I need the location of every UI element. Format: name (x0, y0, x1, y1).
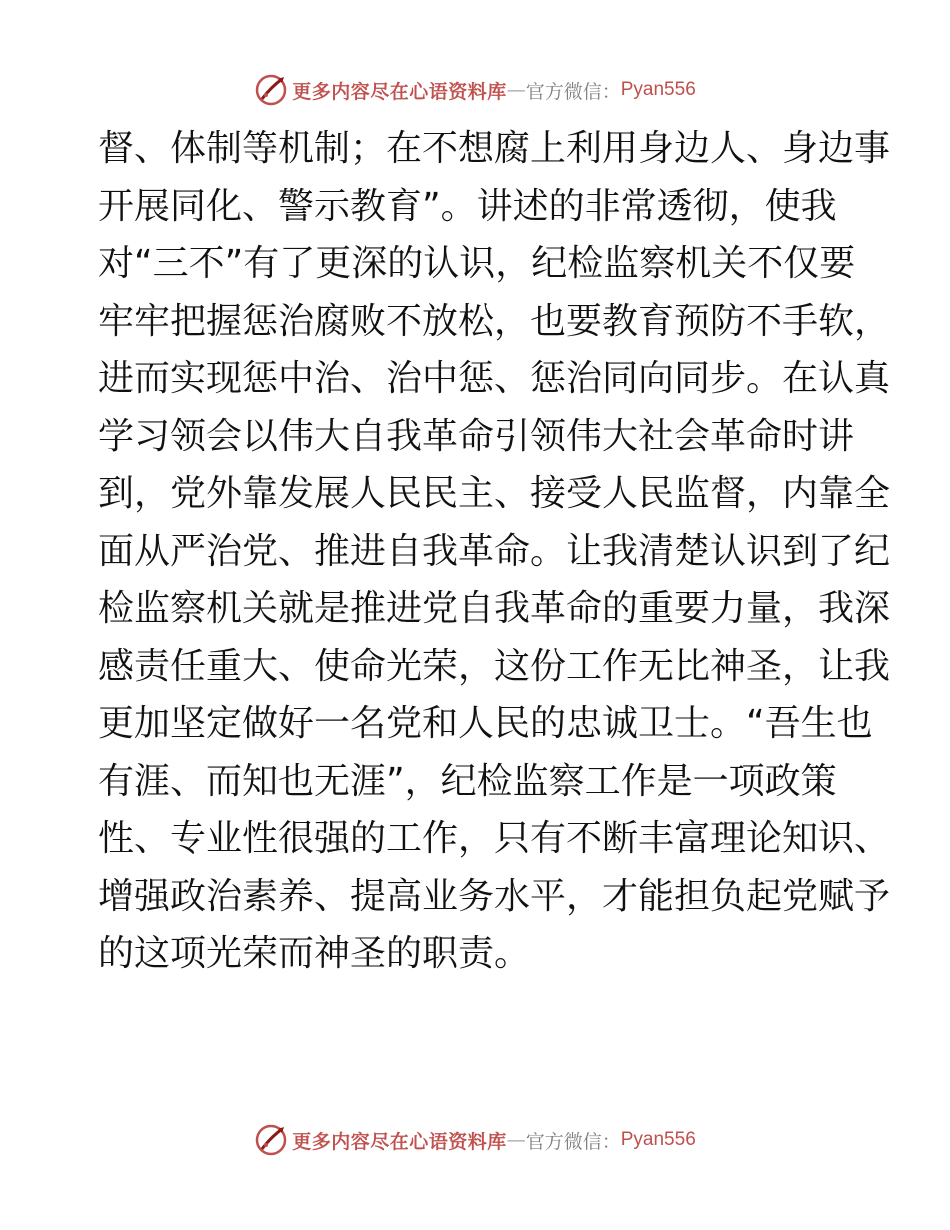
body-line: 的这项光荣而神圣的职责。 (98, 933, 531, 974)
body-line: 检监察机关就是推进党自我革命的重要力量，我深 (98, 588, 891, 629)
body-line: 感责任重大、使命光荣，这份工作无比神圣，让我 (98, 645, 891, 687)
body-line: 进而实现惩中治、治中惩、惩治同向同步。在认真 (98, 358, 891, 399)
banner-wechat-label: 官方微信： (525, 1130, 621, 1153)
body-line: 性、专业性很强的工作，只有不断丰富理论知识、 (98, 818, 891, 859)
header-banner (0, 70, 950, 110)
body-line: 学习领会以伟大自我革命引领伟大社会革命时讲 (98, 415, 855, 457)
body-line: 有涯、而知也无涯”，纪检监察工作是一项政策 (98, 760, 837, 802)
banner-main-text: 更多内容尽在心语资料库 (292, 1130, 507, 1153)
body-line: 督、体制等机制；在不想腐上利用身边人、身边事 (98, 128, 891, 169)
banner-wechat-label: 官方微信： (525, 80, 621, 103)
banner-dash: — (506, 79, 526, 101)
document-body (98, 120, 891, 983)
body-line: 对“三不”有了更深的认识，纪检监察机关不仅要 (98, 243, 856, 284)
body-line: 更加坚定做好一名党和人民的忠诚卫士。“吾生也 (98, 703, 873, 744)
body-line: 面从严治党、推进自我革命。让我清楚认识到了纪 (98, 530, 891, 572)
pen-logo-icon (254, 73, 288, 107)
banner-dash: — (506, 1129, 526, 1151)
body-line: 增强政治素养、提高业务水平，才能担负起党赋予 (98, 875, 891, 917)
body-line: 牢牢把握惩治腐败不放松，也要教育预防不手软， (98, 300, 891, 342)
body-line: 到，党外靠发展人民民主、接受人民监督，内靠全 (98, 473, 891, 514)
pen-logo-icon (254, 1123, 288, 1157)
banner-wechat-id: Pyan556 (620, 79, 696, 100)
body-line: 开展同化、警示教育”。讲述的非常透彻，使我 (98, 185, 837, 227)
footer-banner (0, 1120, 950, 1160)
banner-wechat-id: Pyan556 (620, 1129, 696, 1150)
banner-main-text: 更多内容尽在心语资料库 (292, 80, 507, 103)
